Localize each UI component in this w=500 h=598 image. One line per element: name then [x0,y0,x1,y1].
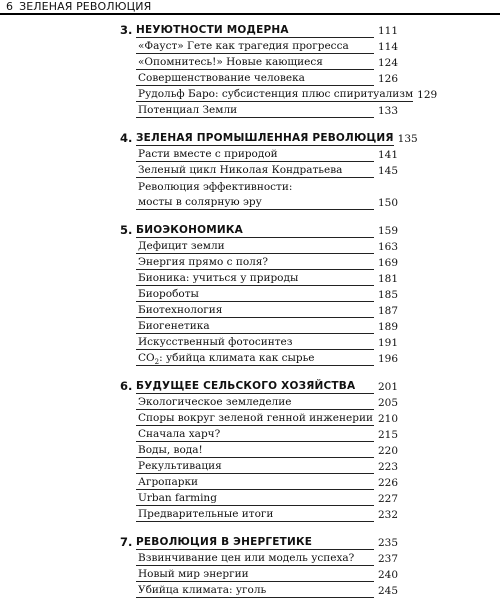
entry-title: Дефицит земли [136,239,374,254]
entry-title: Споры вокруг зеленой генной инженерии [138,412,373,424]
entry-title: Зеленый цикл Николая Кондратьева [136,163,374,178]
entry-title: Революция эффективности: [138,181,293,193]
toc-entry [136,254,398,270]
entry-page: 124 [377,57,398,69]
chapter-number: 4. [120,131,133,145]
entry-title-pre: CO [138,352,155,364]
entry-title-post: : убийца климата как сырье [159,352,315,364]
toc-entry [136,318,398,334]
toc-chapter [0,534,500,598]
entry-page: 240 [377,569,398,581]
chapter-gap [0,366,500,378]
toc-entry [136,442,398,458]
toc-entry [136,102,398,118]
running-head-title: ЗЕЛЕНАЯ РЕВОЛЮЦИЯ [19,0,152,13]
chapter-number: 7. [120,535,133,549]
entry-page: 223 [377,461,398,473]
entry-page: 227 [377,493,398,505]
entry-title: Предварительные итоги [136,507,374,522]
entry-title: Агропарки [136,475,374,490]
toc-entry [136,146,398,162]
chapter-page: 135 [397,133,418,145]
chapter-page: 111 [377,25,398,37]
entry-page: 226 [377,477,398,489]
chapter-title-row [136,130,418,146]
entry-page: 150 [377,197,398,209]
chapter-gap [0,210,500,222]
toc-entry [136,474,398,490]
toc-entry [136,178,398,194]
entry-title: Расти вместе с природой [136,147,374,162]
toc-entry [136,302,398,318]
chapter-page: 235 [377,537,398,549]
entry-page: 210 [377,413,398,425]
toc-entry [136,54,398,70]
entry-title: «Опомнитесь!» Новые кающиеся [136,55,374,70]
entry-page: 141 [377,149,398,161]
entry-title: Рекультивация [136,459,374,474]
chapter-gap [0,118,500,130]
toc-entry [136,566,398,582]
toc-entry [136,162,398,178]
chapter-page: 201 [377,381,398,393]
entry-title: Искусственный фотосинтез [136,335,374,350]
toc-entry [136,334,398,350]
entry-page: 181 [377,273,398,285]
entry-title: Рудольф Баро: субсистенция плюс спиритуализм [138,88,414,100]
chapter-number: 6. [120,379,133,393]
toc-entry [136,490,398,506]
entry-title: Экологическое земледелие [136,395,374,410]
toc-entry [136,38,398,54]
toc-entry [136,86,438,102]
entry-title [136,351,374,366]
chapter-title-row [136,534,398,550]
entry-page: 245 [377,585,398,597]
entry-title: Биогенетика [136,319,374,334]
toc-chapter [0,222,500,366]
entry-page: 191 [377,337,398,349]
chapter-title: НЕУЮТНОСТИ МОДЕРНА [136,23,374,38]
toc-entry [136,550,398,566]
chapter-title-row [136,222,398,238]
entry-title: Биороботы [136,287,374,302]
entry-title: Потенциал Земли [136,103,374,118]
entry-title: Бионика: учиться у природы [136,271,374,286]
entry-page: 133 [377,105,398,117]
toc-chapter [0,378,500,522]
entry-page: 196 [377,353,398,365]
toc-entry [136,426,398,442]
entry-title: мосты в солярную эру [136,195,374,210]
toc-entry [136,286,398,302]
toc-chapter [0,130,500,210]
entry-title-subscript: 2 [154,358,160,367]
entry-title: Биотехнология [136,303,374,318]
toc-entry [136,238,398,254]
toc-entry [136,506,398,522]
running-head [6,0,151,13]
entry-page: 126 [377,73,398,85]
entry-page: 169 [377,257,398,269]
page-number: 6 [6,0,14,13]
toc-entry [136,410,398,426]
toc-entry [136,350,398,366]
chapter-title: РЕВОЛЮЦИЯ В ЭНЕРГЕТИКЕ [136,535,374,550]
table-of-contents [0,22,500,598]
entry-page: 232 [377,509,398,521]
toc-entry [136,194,398,210]
chapter-title: БУДУЩЕЕ СЕЛЬСКОГО ХОЗЯЙСТВА [136,379,374,394]
entry-title: Новый мир энергии [136,567,374,582]
entry-page: 185 [377,289,398,301]
toc-entry [136,270,398,286]
entry-page: 163 [377,241,398,253]
entry-title: Сначала харч? [136,427,374,442]
toc-chapter [0,22,500,118]
toc-entry [136,458,398,474]
entry-title: Совершенствование человека [136,71,374,86]
entry-page: 237 [377,553,398,565]
chapter-page: 159 [377,225,398,237]
chapter-number: 5. [120,223,133,237]
entry-page: 220 [377,445,398,457]
entry-title: «Фауст» Гете как трагедия прогресса [136,39,374,54]
chapter-title: ЗЕЛЕНАЯ ПРОМЫШЛЕННАЯ РЕВОЛЮЦИЯ [136,132,394,144]
chapter-number: 3. [120,23,133,37]
entry-page: 205 [377,397,398,409]
entry-title: Убийца климата: уголь [136,583,374,598]
toc-entry [136,582,398,598]
entry-title: Воды, вода! [136,443,374,458]
header-rule [0,13,500,15]
entry-page: 129 [417,89,438,101]
entry-page: 215 [377,429,398,441]
entry-title: Взвинчивание цен или модель успеха? [136,551,374,566]
toc-entry [136,70,398,86]
entry-title: Энергия прямо с поля? [136,255,374,270]
chapter-gap [0,522,500,534]
chapter-title: БИОЭКОНОМИКА [136,223,374,238]
entry-page: 187 [377,305,398,317]
entry-page: 189 [377,321,398,333]
chapter-title-row [136,22,398,38]
entry-page: 114 [377,41,398,53]
toc-entry [136,394,398,410]
entry-title: Urban farming [136,491,374,506]
entry-page: 145 [377,165,398,177]
chapter-title-row [136,378,398,394]
